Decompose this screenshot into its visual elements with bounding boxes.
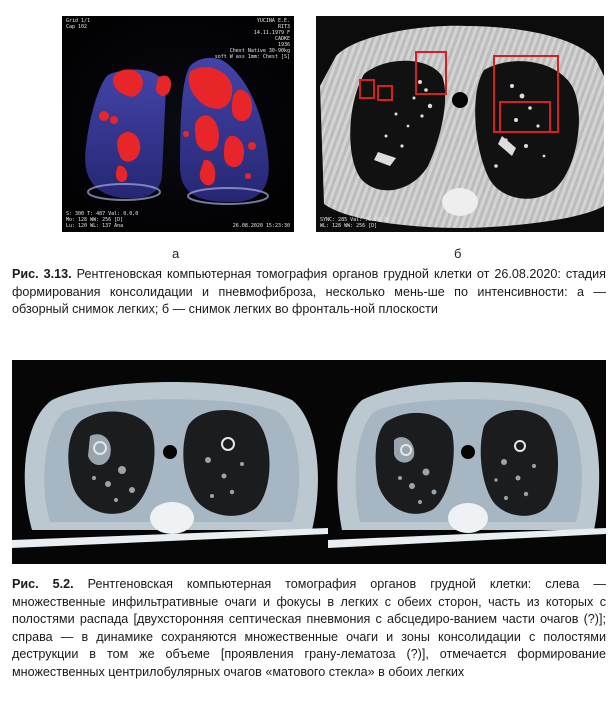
ct-slice-left-graphic xyxy=(12,360,328,564)
ct-axial-image-boxed xyxy=(316,16,604,232)
sublabel-b: б xyxy=(454,246,462,261)
figure-caption-5-2 xyxy=(12,576,606,682)
scan-info-top-right: YUCINA E.E. RIT3 14.11.1979 F CADKE 1936 Chest Native 30-90kg soft W ass 1mm: Chest [S] xyxy=(214,18,290,60)
ct-3d-rendering-image xyxy=(62,16,294,232)
caption-number: Рис. 5.2. xyxy=(12,577,74,591)
scan-info-bottom-left-b: SYNC: 285 Val: 76.76,76 WL: 128 WW: 256 [D] xyxy=(320,217,390,229)
sublabel-a: а xyxy=(172,246,180,261)
ct-slice-graphic xyxy=(316,16,604,232)
ct-axial-image-right xyxy=(328,360,606,564)
ct-slice-right-graphic xyxy=(328,360,606,564)
figure-caption-3-13 xyxy=(12,266,606,319)
caption-text: Рентгеновская компьютерная томография органов грудной клетки от 26.08.2020: стадия формирования консолидации и пневмофиброза, несколько мень-ше по интенсивности: а — обзорный снимок легких; б — снимок легких во фронталь-ной плоскости xyxy=(12,267,606,317)
caption-text: Рентгеновская компьютерная томография органов грудной клетки: слева — множественные инфильтративные очаги и фокусы в легких с обеих сторон, часть из которых с полостями распада [двухсторонняя септическая пневмония с абсцедиро-ванием части очагов (?)]; справа — в динамике сохраняются множественные очаги и зоны консолидации с полостями деструкции в том же объеме [проявления грану-лематоза (?)], отмечается формирование множественных центрилобулярных очагов «матового стекла» в обоих легких xyxy=(12,577,606,679)
scan-info-bottom-left: S: 300 T: 487 Val: 0.0,0 Mo: 128 WW: 256 [D] Lu: 120 WL: 137 Ana xyxy=(66,211,139,229)
scan-info-top-left: Grid 1/1 Cap 102 xyxy=(66,18,91,30)
ct-axial-image-left xyxy=(12,360,328,564)
caption-number: Рис. 3.13. xyxy=(12,267,72,281)
scan-info-bottom-right: 26.08.2020 15:23:30 xyxy=(232,223,290,229)
